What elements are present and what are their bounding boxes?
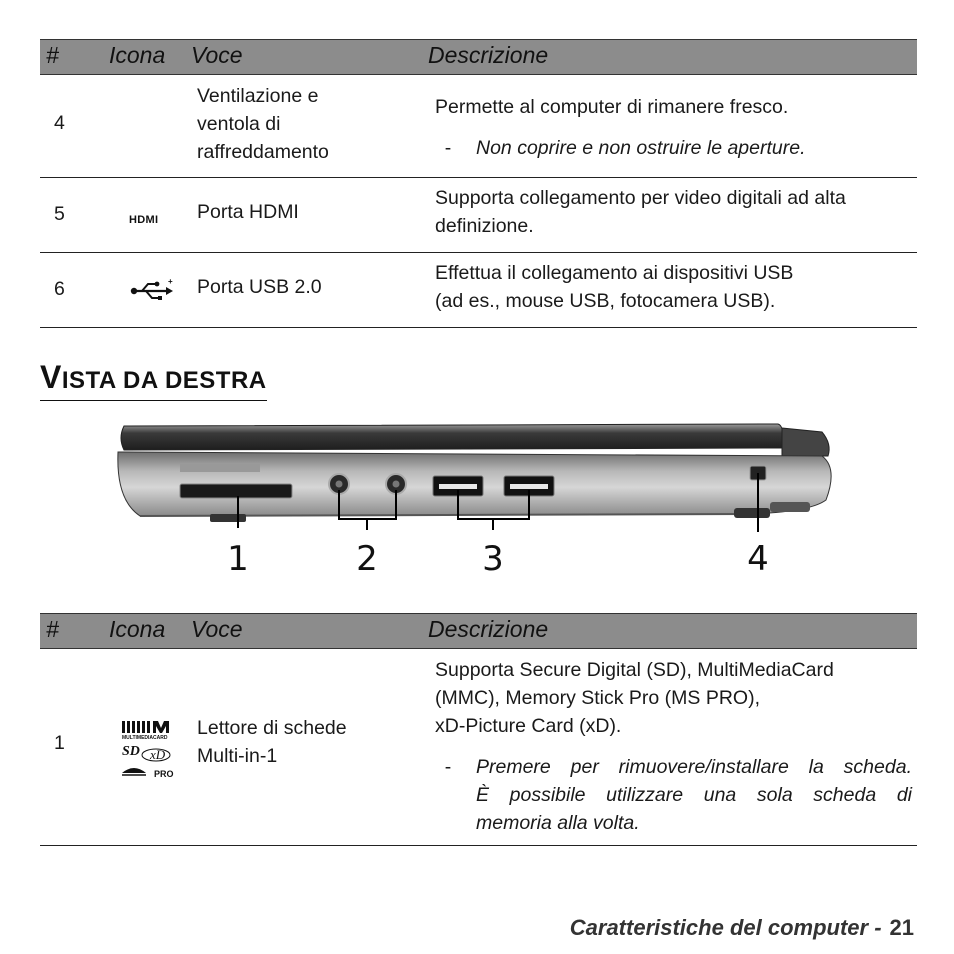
table-header	[40, 39, 917, 75]
row-descrizione	[435, 184, 913, 240]
desc-line: definizione.	[435, 215, 534, 237]
desc-line: Permette al computer di rimanere fresco.	[435, 96, 789, 118]
ms-pro-logo-text: PRO	[154, 769, 174, 779]
table-row	[40, 253, 917, 328]
desc-line: xD-Picture Card (xD).	[435, 715, 622, 737]
desc-line: Supporta collegamento per video digitali ad alta	[435, 187, 846, 209]
footer-title: Caratteristiche del computer -	[569, 915, 882, 940]
note-line: È possibile utilizzare una sola scheda di	[476, 784, 912, 806]
page-footer	[570, 915, 914, 941]
desc-line: Effettua il collegamento ai dispositivi USB	[435, 262, 794, 284]
heading-initial: V	[40, 359, 62, 395]
note-text	[476, 753, 912, 837]
mmc-logo-text: MULTIMEDIACARD	[122, 735, 168, 741]
note-dash: -	[444, 137, 452, 159]
svg-text:+: +	[168, 278, 173, 286]
usb-icon	[128, 278, 176, 310]
table-row	[40, 178, 917, 253]
voce-line: ventola di	[197, 113, 281, 135]
desc-line: Supporta Secure Digital (SD), MultiMediaCard	[435, 659, 834, 681]
row-descrizione	[435, 259, 913, 315]
laptop-right-side-illustration	[110, 420, 840, 580]
header-voce: Voce	[191, 616, 243, 642]
callout-2: 2	[356, 539, 378, 579]
header-descrizione: Descrizione	[428, 616, 549, 642]
memory-card-logos-icon	[120, 719, 186, 793]
heading-rest: ISTA DA DESTRA	[61, 367, 267, 394]
table-right-side-features	[40, 613, 917, 846]
header-icona: Icona	[109, 42, 166, 68]
table-left-side-features	[40, 39, 917, 328]
row-descrizione	[435, 656, 913, 837]
svg-text:xD: xD	[150, 747, 166, 762]
voce-line: Ventilazione e	[197, 85, 319, 107]
hdmi-icon	[128, 206, 176, 234]
voce-line: raffreddamento	[197, 141, 329, 163]
row-voce	[197, 714, 427, 770]
callout-3: 3	[482, 539, 504, 579]
note	[435, 753, 913, 837]
hdmi-logo-text: HDMI	[129, 214, 159, 226]
row-number: 6	[54, 278, 65, 300]
table-row	[40, 649, 917, 846]
svg-text:SD: SD	[122, 744, 140, 759]
note	[435, 134, 913, 162]
right-side-view-figure	[110, 420, 840, 580]
desc-line: (ad es., mouse USB, fotocamera USB).	[435, 290, 776, 312]
note-dash: -	[444, 756, 452, 778]
row-voce: Porta HDMI	[197, 201, 299, 223]
header-num: #	[46, 42, 59, 68]
row-descrizione	[435, 93, 913, 162]
page-number: 21	[889, 915, 914, 940]
header-num: #	[46, 616, 59, 642]
voce-line: Multi-in-1	[197, 745, 278, 767]
row-number: 5	[54, 203, 65, 225]
note-line: Premere per rimuovere/installare la scheda.	[476, 756, 912, 778]
note-line: memoria alla volta.	[476, 812, 640, 834]
row-number: 1	[54, 732, 65, 754]
table-row	[40, 75, 917, 178]
header-voce: Voce	[191, 42, 243, 68]
section-heading	[40, 358, 267, 401]
table-header	[40, 613, 917, 649]
row-voce: Porta USB 2.0	[197, 276, 322, 298]
callout-4: 4	[747, 539, 769, 579]
row-number: 4	[54, 112, 65, 134]
callout-1: 1	[227, 539, 249, 579]
header-descrizione: Descrizione	[428, 42, 549, 68]
row-voce	[197, 82, 427, 166]
header-icona: Icona	[109, 616, 166, 642]
voce-line: Lettore di schede	[197, 717, 347, 739]
desc-line: (MMC), Memory Stick Pro (MS PRO),	[435, 687, 760, 709]
note-text: Non coprire e non ostruire le aperture.	[476, 137, 806, 159]
